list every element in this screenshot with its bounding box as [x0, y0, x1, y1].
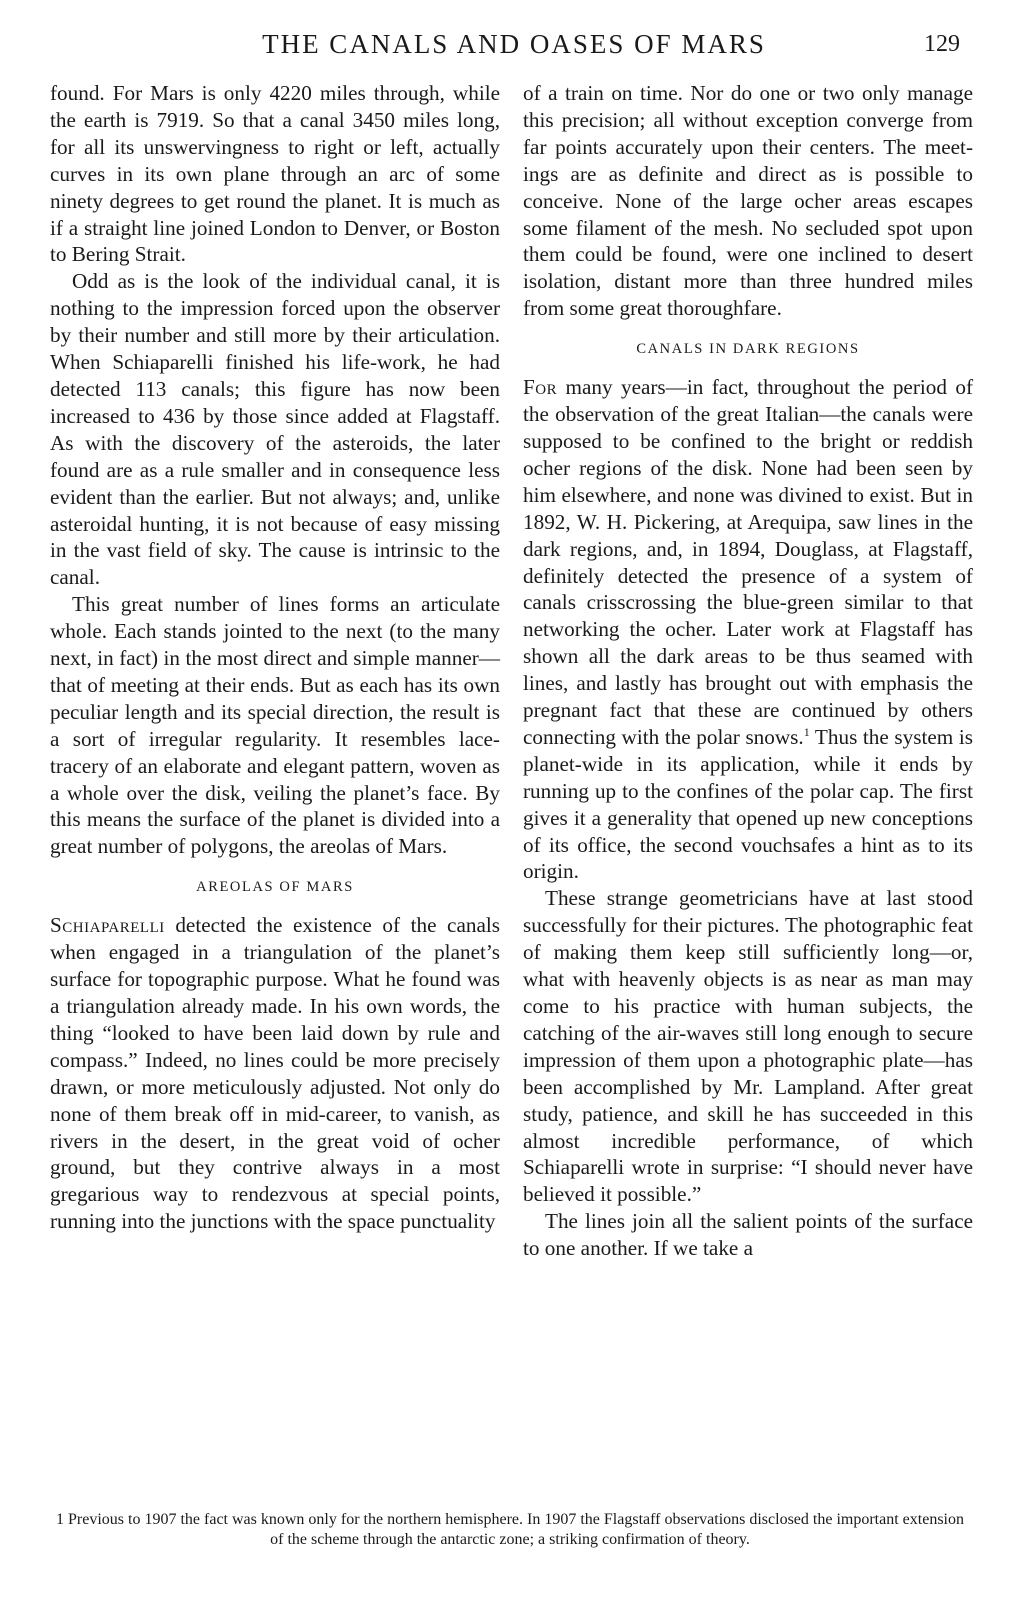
section-heading: CANALS IN DARK REGIONS — [636, 341, 860, 358]
lead-in: Schiaparelli — [50, 913, 165, 938]
right-column — [523, 80, 973, 1262]
paragraph: These strange geometricians have at last stood successfully for their pictures. The photographic feat of making them keep still sufficiently long—or, what with heavenly objects is as near as man may come to his practice with human subjects, the catching of the air-waves still long enough to secure impression of them upon a photographic plate—has been accomplished by Mr. Lampland. After great study, patience, and skill he has succeeded in this almost incredible performance, of which Schiaparelli wrote in surprise: “I should never have believed it possible.” — [523, 886, 973, 1207]
paragraph: The lines join all the salient points of the surface to one another. If we take a — [523, 1209, 973, 1261]
left-column — [50, 80, 500, 1235]
footnote-mark: 1 — [56, 1511, 65, 1528]
footnote-reference[interactable]: 1 — [803, 724, 810, 739]
paragraph: of a train on time. Nor do one or two only manage this precision; all without exception converge from far points accurately upon their centers. The meetings are as definite and direct as is possible to conceive. None of the large ocher areas escapes some filament of the mesh. No secluded spot upon them could be found, were one inclined to desert isolation, distant more than three hundred miles from some great thoroughfare. — [523, 81, 973, 321]
paragraph — [523, 374, 973, 885]
paragraph-text: Thus the system is planet-wide in its application, while it ends by running up to the confines of the polar cap. The first gives it a generality that opened up new conceptions of its office, the second vouchsafes a hint as to its origin. — [523, 724, 973, 884]
paragraph — [50, 912, 500, 1235]
paragraph: Odd as is the look of the individual canal, it is nothing to the impression forced upon the observer by their number and still more by their articulation. When Schiaparelli finished his life-work, he had detected 113 canals; this figure has now been increased to 436 by those since added at Flagstaff. As with the discovery of the asteroids, the later found are as a rule smaller and in consequence less evident than the earlier. But not always; and, unlike asteroidal hunting, it is not because of easy missing in the vast field of sky. The cause is intrinsic to the canal. — [50, 269, 500, 590]
paragraph: This great number of lines forms an articulate whole. Each stands jointed to the next (to the many next, in fact) in the most direct and simple manner—that of meeting at their ends. But as each has its own peculiar length and its special direction, the result is a sort of irregular regularity. It resembles lace-tracery of an elaborate and elegant pattern, woven as a whole over the disk, veiling the planet’s face. By this means the surface of the planet is divided into a great number of polygons, the areolas of Mars. — [50, 592, 500, 859]
paragraph-text: many years—in fact, throughout the period of the observation of the great Italian—the canals were supposed to be confined to the bright or reddish ocher regions of the disk. None had been seen by him elsewhere, and none was divined to exist. But in 1892, W. H. Pickering, at Arequipa, saw lines in the dark regions, and, in 1894, Douglass, at Flagstaff, definitely detected the presence of a system of canals crisscrossing the blue-green similar to that networking the ocher. Later work at Flagstaff has shown all the dark areas to be thus seamed with lines, and lastly has brought out with emphasis the pregnant fact that these are continued by others connecting with the polar snows. — [523, 375, 973, 749]
running-head — [48, 24, 980, 64]
paragraph-text: detected the existence of the canals when engaged in a triangulation of the planet’s surface for topographic purpose. What he found was a triangulation already made. In his own words, the thing “looked to have been laid down by rule and compass.” Indeed, no lines could be more precisely drawn, or more meticulously adjusted. Not only do none of them break off in mid-career, to vanish, as rivers in the desert, in the great void of ocher ground, but they contrive always in a most gregarious way to rendezvous at special points, running into the junctions with the space punctuality — [50, 913, 500, 1234]
section-heading: AREOLAS OF MARS — [196, 879, 354, 896]
footnote-text: Previous to 1907 the fact was known only for the northern hemisphere. In 1907 the Flagstaff observations disclosed the important extension of the scheme through the antarctic zone; a striking confirmation of theory. — [64, 1511, 964, 1548]
paragraph: found. For Mars is only 4220 miles through, while the earth is 7919. So that a canal 3450 miles long, for all its unswervingness to right or left, actually curves in its own plane through an arc of some ninety degrees to get round the planet. It is much as if a straight line joined London to Denver, or Boston to Bering Strait. — [50, 81, 500, 267]
footnote — [50, 1510, 970, 1550]
page-number: 129 — [924, 31, 960, 57]
running-title: THE CANALS AND OASES OF MARS — [262, 29, 766, 59]
lead-in: For — [523, 375, 558, 400]
